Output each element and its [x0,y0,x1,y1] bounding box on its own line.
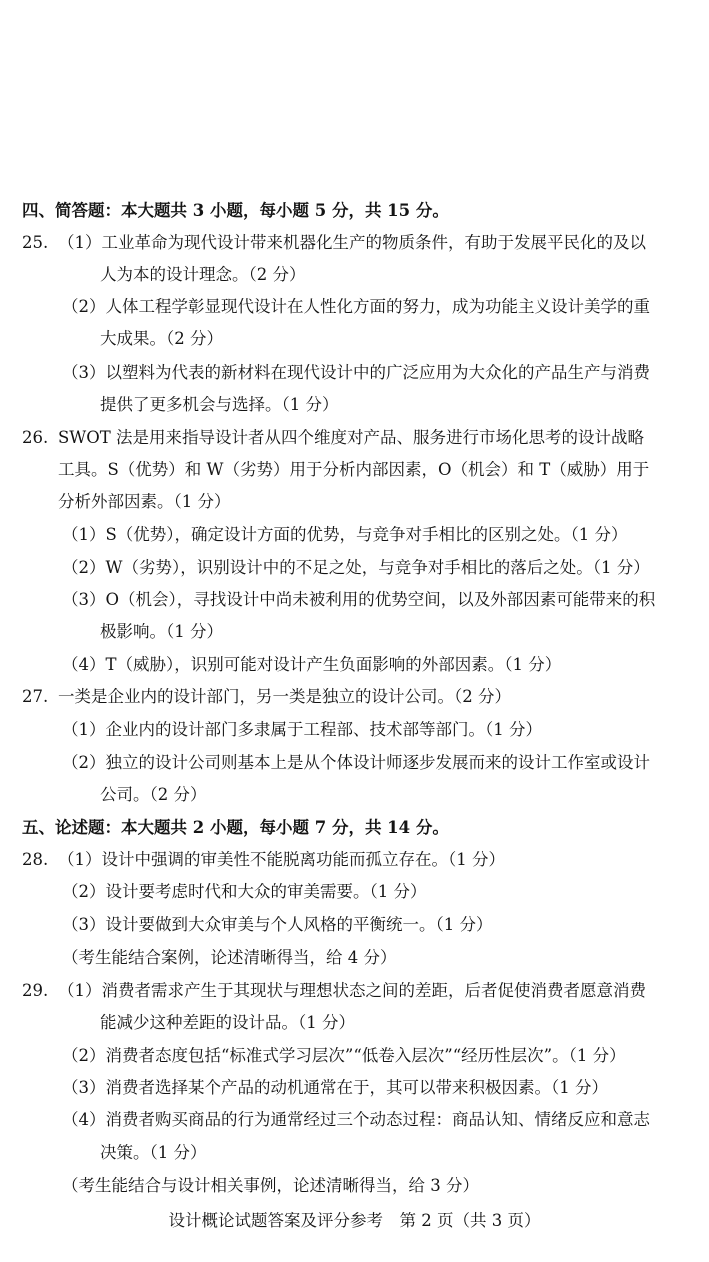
question-28-note: （考生能结合案例，论述清晰得当，给 4 分） [62,948,397,967]
section-5-header: 五、论述题：本大题共 2 小题，每小题 7 分，共 14 分。 [22,818,449,837]
question-29-number: 29. [22,981,49,1000]
question-26-item-3-cont: 极影响。（1 分） [100,622,223,641]
question-29-item-4-cont: 决策。（1 分） [100,1143,207,1162]
question-25-number: 25. [22,233,49,252]
question-26-number: 26. [22,428,49,447]
question-28-number: 28. [22,850,49,869]
question-29-note: （考生能结合与设计相关事例，论述清晰得当，给 3 分） [62,1176,479,1195]
question-26-intro-1: SWOT 法是用来指导设计者从四个维度对产品、服务进行市场化思考的设计战略 [58,428,645,447]
question-28-item-2: （2）设计要考虑时代和大众的审美需要。（1 分） [62,882,427,901]
question-27-intro: 一类是企业内的设计部门，另一类是独立的设计公司。（2 分） [58,687,511,706]
question-26-item-4: （4）T（威胁），识别可能对设计产生负面影响的外部因素。（1 分） [62,655,562,674]
question-25-item-1: （1）工业革命为现代设计带来机器化生产的物质条件，有助于发展平民化的及以 [58,233,646,252]
question-29-item-1-cont: 能减少这种差距的设计品。（1 分） [100,1013,355,1032]
question-26-intro-2: 工具。S（优势）和 W（劣势）用于分析内部因素，O（机会）和 T（威胁）用于 [58,460,650,479]
question-26-intro-3: 分析外部因素。（1 分） [58,492,231,511]
question-25-item-3: （3）以塑料为代表的新材料在现代设计中的广泛应用为大众化的产品生产与消费 [62,363,650,382]
question-25-item-2: （2）人体工程学彰显现代设计在人性化方面的努力，成为功能主义设计美学的重 [62,297,650,316]
question-29-item-4: （4）消费者购买商品的行为通常经过三个动态过程：商品认知、情绪反应和意志 [62,1110,650,1129]
question-29-item-3: （3）消费者选择某个产品的动机通常在于，其可以带来积极因素。（1 分） [62,1078,608,1097]
question-27-item-1: （1）企业内的设计部门多隶属于工程部、技术部等部门。（1 分） [62,720,542,739]
question-25-item-3-cont: 提供了更多机会与选择。（1 分） [100,395,339,414]
question-29-item-1: （1）消费者需求产生于其现状与理想状态之间的差距，后者促使消费者愿意消费 [58,981,646,1000]
question-25-item-1-cont: 人为本的设计理念。（2 分） [100,265,306,284]
question-27-item-2-cont: 公司。（2 分） [100,785,207,804]
section-4-header: 四、简答题：本大题共 3 小题，每小题 5 分，共 15 分。 [22,201,449,220]
question-29-item-2: （2）消费者态度包括“标准式学习层次”“低卷入层次”“经历性层次”。（1 分） [62,1046,626,1065]
question-26-item-2: （2）W（劣势），识别设计中的不足之处，与竞争对手相比的落后之处。（1 分） [62,558,650,577]
question-26-item-1: （1）S（优势），确定设计方面的优势，与竞争对手相比的区别之处。（1 分） [62,525,628,544]
question-27-number: 27. [22,687,49,706]
question-25-item-2-cont: 大成果。（2 分） [100,329,223,348]
page-footer: 设计概论试题答案及评分参考 第 2 页（共 3 页） [168,1211,541,1230]
question-28-item-3: （3）设计要做到大众审美与个人风格的平衡统一。（1 分） [62,915,493,934]
question-28-item-1: （1）设计中强调的审美性不能脱离功能而孤立存在。（1 分） [58,850,505,869]
question-27-item-2: （2）独立的设计公司则基本上是从个体设计师逐步发展而来的设计工作室或设计 [62,753,650,772]
question-26-item-3: （3）O（机会），寻找设计中尚未被利用的优势空间，以及外部因素可能带来的积 [62,590,656,609]
